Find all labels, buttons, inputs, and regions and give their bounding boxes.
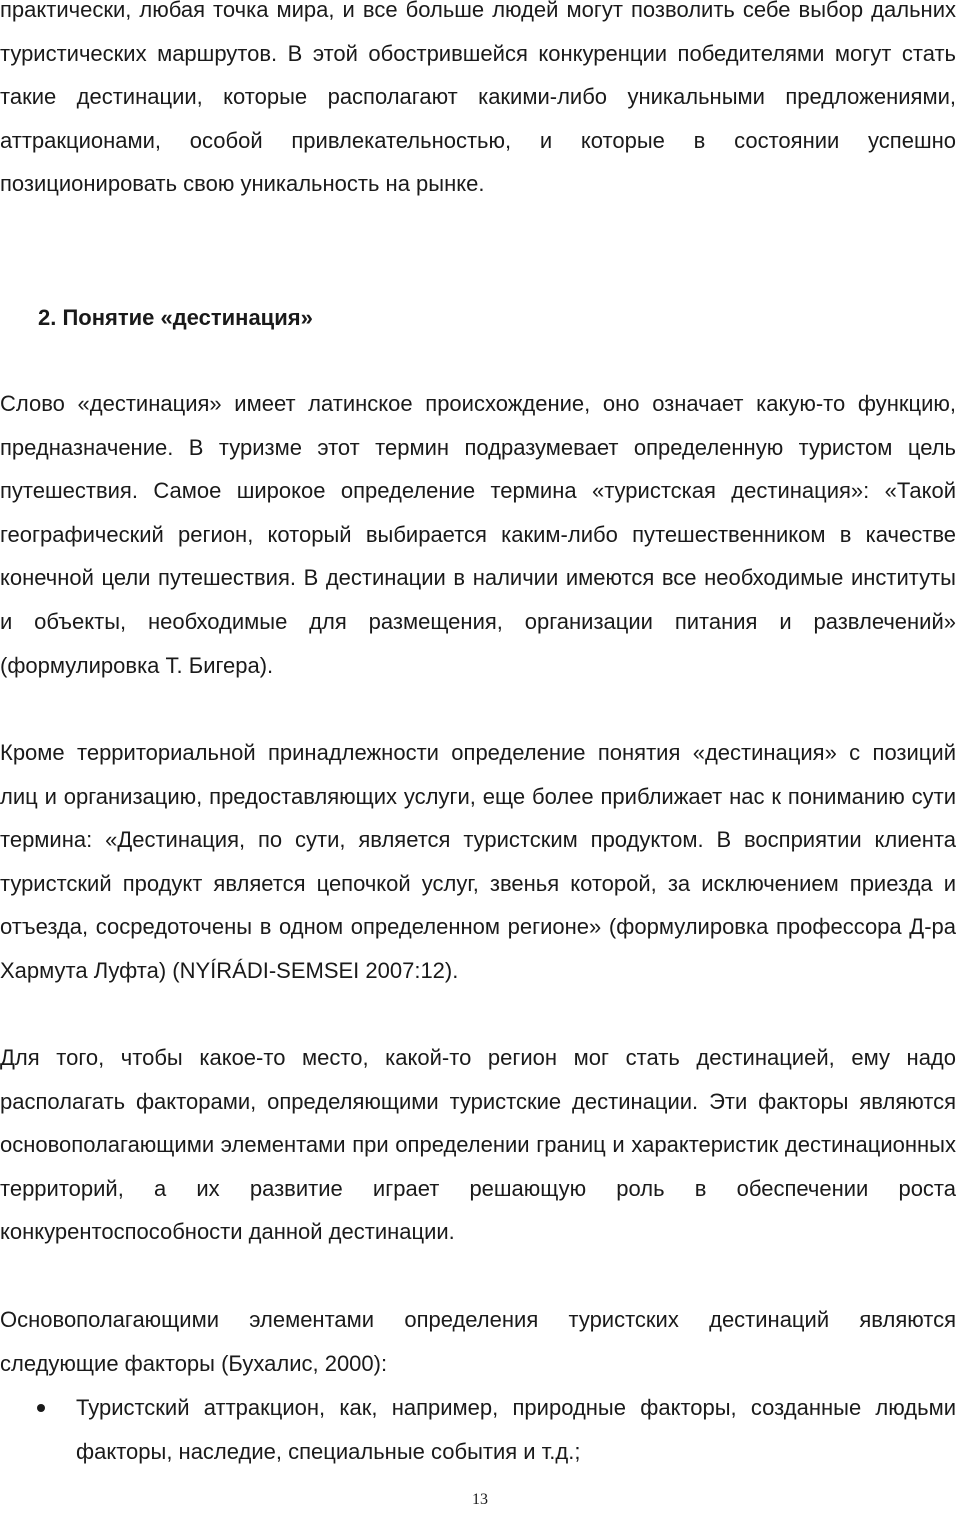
paragraph-elements-intro: Основополагающими элементами определения туристских дестинаций являются следующие факторы (Бухалис, 2000): — [0, 1307, 956, 1376]
list-item-text: Туристский аттракцион, как, например, природные факторы, созданные людьми факторы, наследие, специальные события и т.д.; — [76, 1395, 956, 1464]
factors-list — [0, 1386, 956, 1473]
paragraph-definition: Слово «дестинация» имеет латинское происхождение, оно означает какую-то функцию, предназначение. В туризме этот термин подразумевает определенную туристом цель путешествия. Самое широкое определение термина «туристская дестинация»: «Такой географический регион, который выбирается каким-либо путешественником в качестве конечной цели путешествия. В дестинации в наличии имеются все необходимые институты и объекты, необходимые для размещения, организации питания и развлечений» (формулировка Т. Бигера). — [0, 391, 956, 678]
section-heading: 2. Понятие «дестинация» — [38, 305, 313, 330]
bullet-icon — [37, 1404, 45, 1412]
list-item — [0, 1386, 956, 1473]
paragraph-territorial: Кроме территориальной принадлежности определение понятия «дестинация» с позиций лиц и организацию, предоставляющих услуги, еще более приближает нас к пониманию сути термина: «Дестинация, по сути, является туристским продуктом. В восприятии клиента туристский продукт является цепочкой услуг, звенья которой, за исключением приезда и отъезда, сосредоточены в одном определенном регионе» (формулировка профессора Д-ра Хармута Луфта) (NYÍRÁDI-SEMSEI 2007:12). — [0, 740, 956, 983]
paragraph-factors: Для того, чтобы какое-то место, какой-то регион мог стать дестинацией, ему надо располагать факторами, определяющими туристские дестинации. Эти факторы являются основополагающими элементами при определении границ и характеристик дестинационных территорий, а их развитие играет решающую роль в обеспечении роста конкурентоспособности данной дестинации. — [0, 1045, 956, 1245]
paragraph-intro: практически, любая точка мира, и все больше людей могут позволить себе выбор дальних туристических маршрутов. В этой обострившейся конкуренции победителями могут стать такие дестинации, которые располагают какими-либо уникальными предложениями, аттракционами, особой привлекательностью, и которые в состоянии успешно позиционировать свою уникальность на рынке. — [0, 0, 956, 197]
page-number: 13 — [472, 1491, 488, 1508]
